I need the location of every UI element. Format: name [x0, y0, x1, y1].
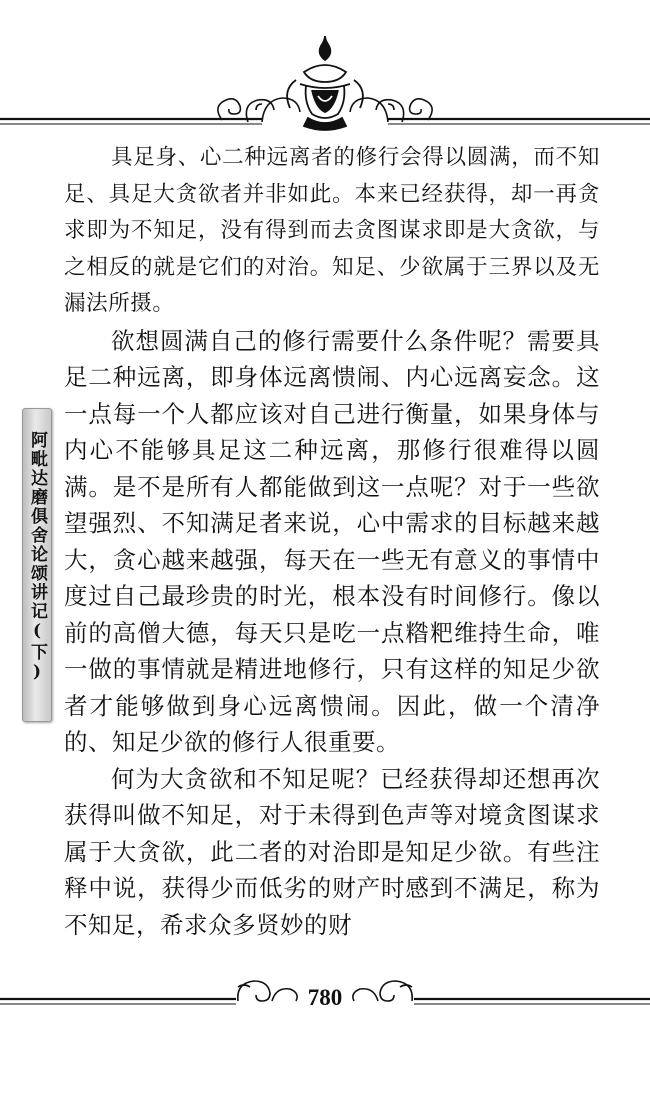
paragraph-3: 何为大贪欲和不知足呢？已经获得却还想再次获得叫做不知足，对于未得到色声等对境贪图谋求属于大贪欲，此二者的对治即是知足少欲。有些注释中说，获得少而低劣的财产时感到不满足，称为不知足，希求众多贤妙的财: [64, 764, 600, 939]
side-tab-title: 阿毗达磨俱舍论颂讲记(下): [27, 431, 47, 684]
page-number: 780: [307, 985, 343, 1010]
header-ornament: [0, 0, 650, 140]
paragraph-1: 具足身、心二种远离者的修行会得以圆满，而不知足、具足大贪欲者并非如此。本来已经获得，却一再贪求即为不知足，没有得到而去贪图谋求即是大贪欲，与之相反的就是它们的对治。知足、少欲属于三界以及无漏法所摄。: [64, 145, 600, 316]
paragraph-2: 欲想圆满自己的修行需要什么条件呢？需要具足二种远离，即身体远离愦闹、内心远离妄念。这一点每一个人都应该对自己进行衡量，如果身体与内心不能够具足这二种远离，那修行很难得以圆满。是不是所有人都能做到这一点呢？对于一些欲望强烈、不知满足者来说，心中需求的目标越来越大，贪心越来越强，每天在一些无有意义的事情中度过自己最珍贵的时光，根本没有时间修行。像以前的高僧大德，每天只是吃一点糌粑维持生命，唯一做的事情就是精进地修行，只有这样的知足少欲者才能够做到身心远离愦闹。因此，做一个清净的、知足少欲的修行人很重要。: [64, 326, 600, 756]
footer-ornament: [0, 975, 650, 1035]
main-text: [64, 140, 600, 943]
side-tab: [22, 408, 52, 722]
header-ornament-svg: [0, 0, 650, 140]
conch-emblem-icon: [287, 36, 363, 130]
